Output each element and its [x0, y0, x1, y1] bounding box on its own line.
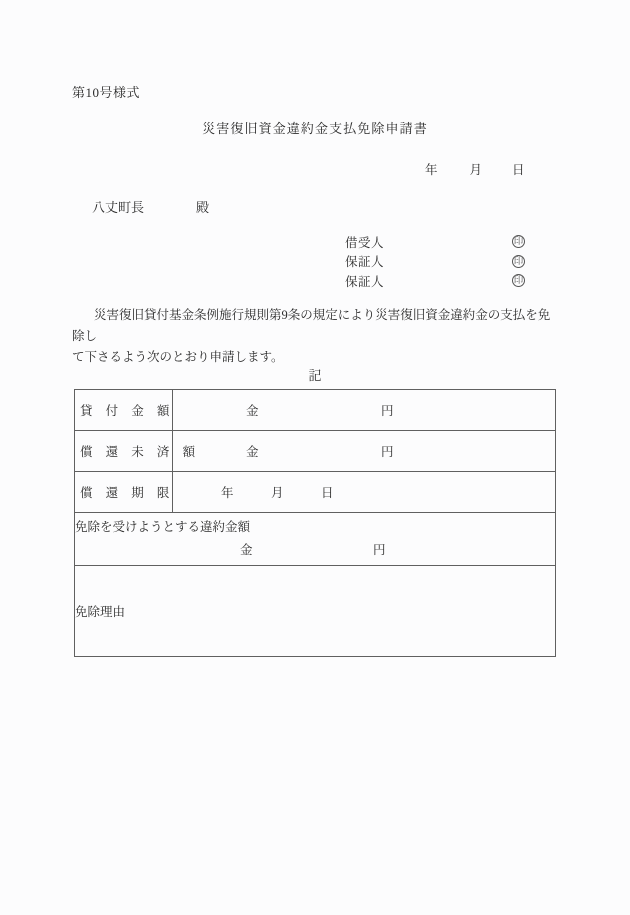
row-label-exemption-reason: 免除理由 [75, 605, 126, 619]
date-month-label: 月 [469, 163, 483, 177]
row-exemption-reason[interactable] [75, 566, 556, 657]
row-value-repayment-deadline[interactable] [173, 472, 556, 513]
row-label-unpaid-balance: 償 還 未 済 額 [75, 431, 173, 472]
deadline-day-label: 日 [321, 486, 334, 500]
signature-row-guarantor-1 [345, 252, 525, 272]
amount-prefix: 金 [246, 404, 259, 418]
deadline-month-label: 月 [271, 486, 284, 500]
application-date-line [425, 160, 525, 178]
signatory-role-label: 保証人 [345, 274, 385, 289]
form-number: 第10号様式 [72, 85, 141, 100]
row-value-loan-amount[interactable] [173, 390, 556, 431]
amount-unit: 円 [373, 543, 386, 557]
table-row [75, 472, 556, 513]
deadline-year-label: 年 [221, 486, 234, 500]
addressee-honorific: 殿 [196, 200, 210, 215]
amount-prefix: 金 [246, 445, 259, 459]
body-paragraph [72, 305, 558, 368]
table-row [75, 390, 556, 431]
row-value-unpaid-balance[interactable] [173, 431, 556, 472]
seal-stamp-icon: 印 [513, 236, 524, 248]
seal-stamp-icon: 印 [513, 275, 524, 287]
application-details-table [74, 389, 556, 657]
amount-prefix: 金 [240, 543, 253, 557]
signatory-role-label: 借受人 [345, 235, 385, 250]
addressee-line [92, 197, 209, 216]
document-title: 災害復旧資金違約金支払免除申請書 [202, 121, 428, 136]
signature-block [345, 232, 525, 291]
row-exemption-penalty-amount[interactable] [75, 513, 556, 566]
signatory-role-label: 保証人 [345, 255, 385, 270]
body-line-2: て下さるよう次のとおり申請します。 [72, 350, 284, 364]
amount-unit: 円 [381, 445, 394, 459]
row-label-repayment-deadline: 償 還 期 限 [75, 472, 173, 513]
table-row [75, 566, 556, 657]
addressee-name: 八丈町長 [92, 200, 145, 215]
table-row [75, 431, 556, 472]
amount-unit: 円 [381, 404, 394, 418]
table-row [75, 513, 556, 566]
signature-row-guarantor-2 [345, 271, 525, 291]
ki-marker: 記 [308, 368, 322, 383]
seal-stamp-icon: 印 [513, 255, 524, 267]
body-line-1: 災害復旧貸付基金条例施行規則第9条の規定により災害復旧資金違約金の支払を免除し [72, 308, 551, 343]
signature-row-borrower [345, 232, 525, 252]
date-year-label: 年 [425, 163, 438, 177]
date-day-label: 日 [512, 163, 525, 177]
row-label-loan-amount: 貸 付 金 額 [75, 390, 173, 431]
row-label-exemption-penalty-amount: 免除を受けようとする違約金額 [75, 520, 251, 534]
